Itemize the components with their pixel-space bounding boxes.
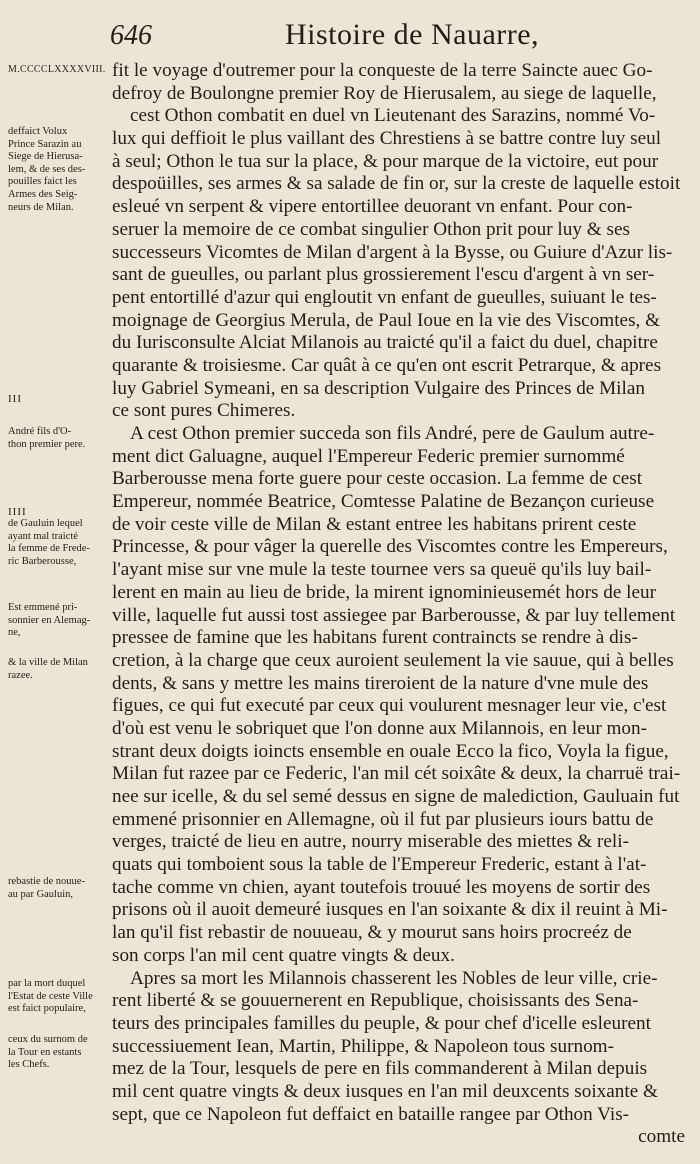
text-line: l'ayant mise sur vne mule la teste tournee vers sa queuë qu'ils luy bail- [112,559,652,581]
text-line: figues, ce qui fut executé par ceux qui voulurent mesnager leur vie, c'est [112,695,667,717]
margin-note-line: sonnier en Alemag- [8,614,91,626]
text-line: pressee de famine que les habitans furent contraincts se rendre à dis- [112,627,638,649]
margin-note-line: est faict populaire, [8,1003,86,1015]
text-line: successiuement Iean, Martin, Philippe, & Napoleon tous surnom- [112,1035,614,1057]
text-line: comte [638,1126,685,1148]
page-header [0,14,700,54]
text-line: pent entortillé d'azur qui engloutit vn enfant de gueulles, suiuant le tes- [112,286,657,308]
text-line: cretion, à la charge que ceux auroient seulement la vie sauue, qui à belles [112,649,674,671]
text-line: despoüilles, ses armes & sa salade de fin or, sur la creste de laquelle estoit [112,173,681,195]
margin-note-line: III [8,393,22,405]
text-line: lux qui deffioit le plus vaillant des Chrestiens à se battre contre luy seul [112,128,662,150]
text-line: lerent en main au lieu de bride, la mirent ignominieusemét hors de leur [112,581,657,603]
margin-note-line: les Chefs. [8,1059,50,1071]
margin-note-line: ne, [8,627,21,639]
margin-note [8,426,108,451]
margin-note [8,978,108,1016]
margin-note-line: par la mort duquel [8,978,86,989]
main-text-block [112,60,685,1149]
margin-note-line: M.CCCCLXXXXVIII. [8,64,106,75]
margin-note-line: au par Gauluin, [8,888,74,900]
margin-note-line: l'Estat de ceste Ville [8,990,93,1002]
text-line: esleué vn serpent & vipere entortillee deuorant vn enfant. Pour con- [112,196,633,218]
text-line: ment dict Galuagne, auquel l'Empereur Federic premier surnommé [112,445,625,467]
text-line: Barberousse mena forte guere pour ceste occasion. La femme de cest [112,468,643,490]
text-line: quats qui tomboient sous la table de l'Empereur Frederic, estant à l'at- [112,854,647,876]
text-line: A cest Othon premier succeda son fils André, pere de Gaulum autre- [130,423,655,444]
text-line: d'où est venu le sobriquet que l'on donne aux Milannois, en leur mon- [112,717,648,739]
text-line: luy Gabriel Symeani, en sa description Vulgaire des Princes de Milan [112,377,645,399]
text-line: Empereur, nommée Beatrice, Comtesse Palatine de Bezançon curieuse [112,491,655,513]
text-line: sant de gueulles, ou parlant plus grossierement l'escu d'argent à vn ser- [112,264,655,286]
page-number: 646 [110,20,152,51]
text-line: rent liberté & se gouuernerent en Republique, choisissants des Sena- [112,990,639,1012]
text-line: ce sont pures Chimeres. [112,400,296,422]
margin-note-line: deffaict Volux [8,126,68,137]
margin-note-line: Siege de Hierusa- [8,151,83,163]
margin-note-line: Armes des Seig- [8,188,78,200]
margin-note [8,64,108,77]
text-line: du Iurisconsulte Alciat Milanois au traicté qu'il a faict du duel, chapitre [112,332,658,354]
margin-note-line: André fils d'O- [8,426,72,437]
margin-note [8,876,108,901]
text-line: de voir ceste ville de Milan & estant entree les habitans prirent ceste [112,513,637,535]
text-line: lan qu'il fist rebastir de nouueau, & y mourut sans hoirs procreéz de [112,922,632,944]
text-line: à seul; Othon le tua sur la place, & pour marque de la victoire, eut pour [112,150,659,172]
margin-note [8,518,108,568]
text-line: emmené prisonnier en Allemagne, où il fut par plusieurs iours battu de [112,808,654,830]
margin-note [8,1034,108,1072]
margin-note-line: razee. [8,669,33,681]
margin-note-line: Prince Sarazin au [8,138,82,150]
margin-note-line: Est emmené pri- [8,602,78,613]
text-line: dents, & sans y mettre les mains tireroient de la nature d'vne mule des [112,672,649,694]
margin-note-line: & la ville de Milan [8,657,88,668]
margin-note-line: de Gauluin lequel [8,518,83,529]
margin-note-line: ric Barberousse, [8,555,77,567]
text-line: defroy de Boulongne premier Roy de Hierusalem, au siege de laquelle, [112,82,657,104]
text-line: mil cent quatre vingts & deux iusques en l'an mil deuxcents soixante & [112,1080,658,1102]
margin-note-line: la femme de Frede- [8,543,90,555]
margin-note [8,657,108,682]
text-line: fit le voyage d'outremer pour la conqueste de la terre Saincte auec Go- [112,60,653,81]
margin-note-line: ayant mal traicté [8,530,78,542]
text-line: Milan fut razee par ce Federic, l'an mil cét soixâte & deux, la charruë trai- [112,763,681,785]
margin-note-line: rebastie de nouue- [8,876,85,887]
margin-note-line: lem, & de ses des- [8,163,86,175]
margin-note-line: ceux du surnom de [8,1034,88,1045]
text-line: teurs des principales familles du peuple, & pour chef d'icelle esleurent [112,1012,651,1034]
text-line: Apres sa mort les Milannois chasserent les Nobles de leur ville, crie- [130,967,658,989]
margin-note [8,126,108,214]
running-title: Histoire de Nauarre, [285,18,540,51]
margin-note-line: IIII [8,506,27,518]
text-line: verges, traicté de lieu en autre, nourry miserable des miettes & reli- [112,831,629,853]
text-line: tache comme vn chien, ayant toutefois trouué les moyens de sortir des [112,876,651,898]
margin-note-line: pouilles faict les [8,176,77,188]
margin-note-line: thon premier pere. [8,438,86,450]
text-line: successeurs Vicomtes de Milan d'argent à la Bysse, ou Guiure d'Azur lis- [112,241,673,263]
text-line: Princesse, & pour vâger la querelle des Viscomtes contre les Empereurs, [112,536,668,558]
margin-note-line: neurs de Milan. [8,201,74,213]
text-line: sept, que ce Napoleon fut deffaict en bataille rangee par Othon Vis- [112,1103,630,1125]
text-line: ville, laquelle fut aussi tost assiegee par Barberousse, & par luy tellement [112,604,676,626]
text-line: son corps l'an mil cent quatre vingts & deux. [112,944,455,966]
text-line: mez de la Tour, lesquels de pere en fils commanderent à Milan depuis [112,1058,648,1080]
text-line: nee sur icelle, & du sel semé dessus en signe de malediction, Gauluain fut [112,786,680,807]
margin-note [8,393,108,406]
margin-note-line: la Tour en estants [8,1046,82,1058]
margin-note [8,602,108,640]
text-line: cest Othon combatit en duel vn Lieutenant des Sarazins, nommé Vo- [130,105,656,127]
text-line: strant deux doigts ioincts ensemble en ouale Ecco la fico, Voyla la figue, [112,740,669,762]
text-line: seruer la memoire de ce combat singulier Othon prit pour luy & ses [112,218,630,240]
text-line: quarante & troisiesme. Car quât à ce qu'en ont escrit Petrarque, & apres [112,354,662,376]
text-line: moignage de Georgius Merula, de Paul Ioue en la vie des Viscomtes, & [112,309,661,331]
text-line: prisons où il auoit demeuré iusques en l'an soixante & dix il reuint à Mi- [112,899,668,921]
margin-note [8,506,108,519]
